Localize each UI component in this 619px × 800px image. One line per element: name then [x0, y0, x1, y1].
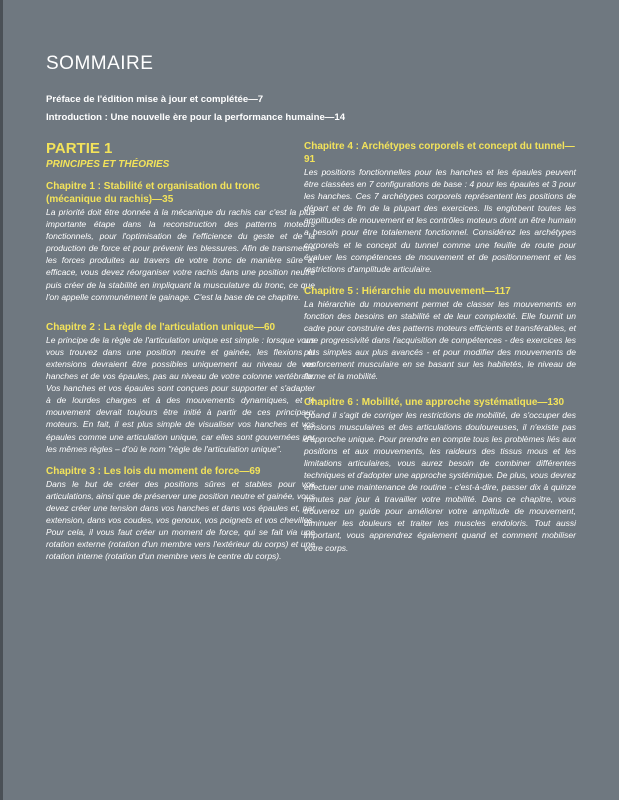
chapter-title: Chapitre 1 : Stabilité et organisation du tronc (mécanique du rachis)—35: [46, 181, 260, 205]
chapter-title: Chapitre 3 : Les lois du moment de force—69: [46, 465, 261, 477]
chapter-4: [304, 140, 576, 275]
chapter-summary: Quand il s'agit de corriger les restrictions de mobilité, de s'occuper des tensions musculaires et des articulations douloureuses, il n'existe pas d'approche unique. Pour prendre en compte tous les problèmes liés aux positions et aux mouvements, les raideurs des tissus mous et les limitations articulaires, vous aurez besoin de combiner différentes techniques et d'adopter une approche systémique. De plus, vous devrez effectuer une maintenance de routine - c'est-à-dire, passer dix à quinze minutes par jour à travailler votre mobilité. Dans ce chapitre, vous trouverez un guide pour améliorer votre amplitude de mouvement, diminuer les douleurs et traiter les muscles endoloris. Tout aussi important, vous apprendrez également quand et comment mobiliser votre corps.: [304, 409, 576, 553]
page-title: SOMMAIRE: [46, 53, 154, 74]
introduction-entry: Introduction : Une nouvelle ère pour la performance humaine—14: [46, 112, 346, 123]
chapter-title: Chapitre 5 : Hiérarchie du mouvement—117: [304, 285, 511, 297]
chapter-1: [46, 180, 315, 303]
part-title: PARTIE 1: [46, 140, 113, 157]
chapter-summary: Dans le but de créer des positions sûres et stables pour vos articulations, ainsi que de préserver une position neutre et gainée, vous devez créer une tension dans vos hanches et dans vos épaules et, par extension, dans vos coudes, vos genoux, vos poignets et vos chevilles. Pour cela, il vous faut créer un moment de force, qui se fait via une rotation externe (rotation d'un membre vers l'extérieur du corps) et une rotation interne (rotation d'un membre vers le centre du corps).: [46, 478, 315, 562]
chapter-2: [46, 321, 315, 455]
chapter-summary: La hiérarchie du mouvement permet de classer les mouvements en fonction des besoins en stabilité et de leur complexité. Elle fournit un cadre pour construire des patterns moteurs efficients et transférables, et une progressivité dans l'acquisition de compétences - des exercices les plus simples aux plus avancés - et pour modifier des mouvements de renforcement musculaire en se basant sur les habiletés, le niveau de forme et la mobilité.: [304, 298, 576, 382]
chapter-title: Chapitre 2 : La règle de l'articulation unique—60: [46, 321, 276, 333]
chapter-5: [304, 285, 576, 383]
chapter-6: [304, 396, 576, 554]
chapter-3: [46, 465, 315, 563]
chapter-summary: Le principe de la règle de l'articulation unique est simple : lorsque vous vous trouvez dans une position neutre et gainée, les flexions et extensions devraient être possibles uniquement au niveau de vos hanches et de vos épaules, pas au niveau de votre colonne vertébrale. Vos hanches et vos épaules sont conçues pour supporter et s'adapter à de lourdes charges et à des mouvements dynamiques, et le mouvement devrait toujours être initié à partir de ces principaux moteurs. En fait, il est plus simple de visualiser vos hanches et vos épaules comme une articulation unique, car elles sont gouvernées par les mêmes règles – d'où le nom "règle de l'articulation unique".: [46, 334, 315, 454]
left-column: [46, 140, 315, 562]
preface-entry: Préface de l'édition mise à jour et complétée—7: [46, 94, 264, 105]
chapter-summary: La priorité doit être donnée à la mécanique du rachis car c'est la plus importante étape dans la reconstruction des patterns moteurs fonctionnels, pour l'optimisation de l'efficience du geste et de la production de force et pour prévenir les blessures. Afin de transmettre les forces produites au travers de votre tronc de manière sûre et efficace, vous devez réorganiser votre rachis dans une position neutre puis créer de la stabilité en impliquant la musculature du tronc, ce que l'on appelle communément le gainage. C'est la base de ce chapitre.: [46, 207, 315, 302]
page-edge: [0, 0, 3, 800]
part-subtitle: PRINCIPES ET THÉORIES: [46, 159, 170, 170]
chapter-title: Chapitre 6 : Mobilité, une approche systématique—130: [304, 396, 565, 408]
chapter-summary: Les positions fonctionnelles pour les hanches et les épaules peuvent être classées en 7 configurations de base : 4 pour les épaules et 3 pour les hanches. Ces 7 archétypes corporels représentent les positions de départ et de fin de la plupart des exercices. Ils englobent toutes les amplitudes de mouvement et les contrôles moteurs dont un être humain a besoin pour être totalement fonctionnel. Considérez les archétypes corporels et le concept du tunnel comme une feuille de route pour évaluer les compétences de mouvement et de positionnement et les restrictions d'amplitude articulaire.: [304, 167, 576, 274]
right-column: [304, 140, 576, 554]
chapter-title: Chapitre 4 : Archétypes corporels et concept du tunnel—91: [304, 141, 575, 165]
